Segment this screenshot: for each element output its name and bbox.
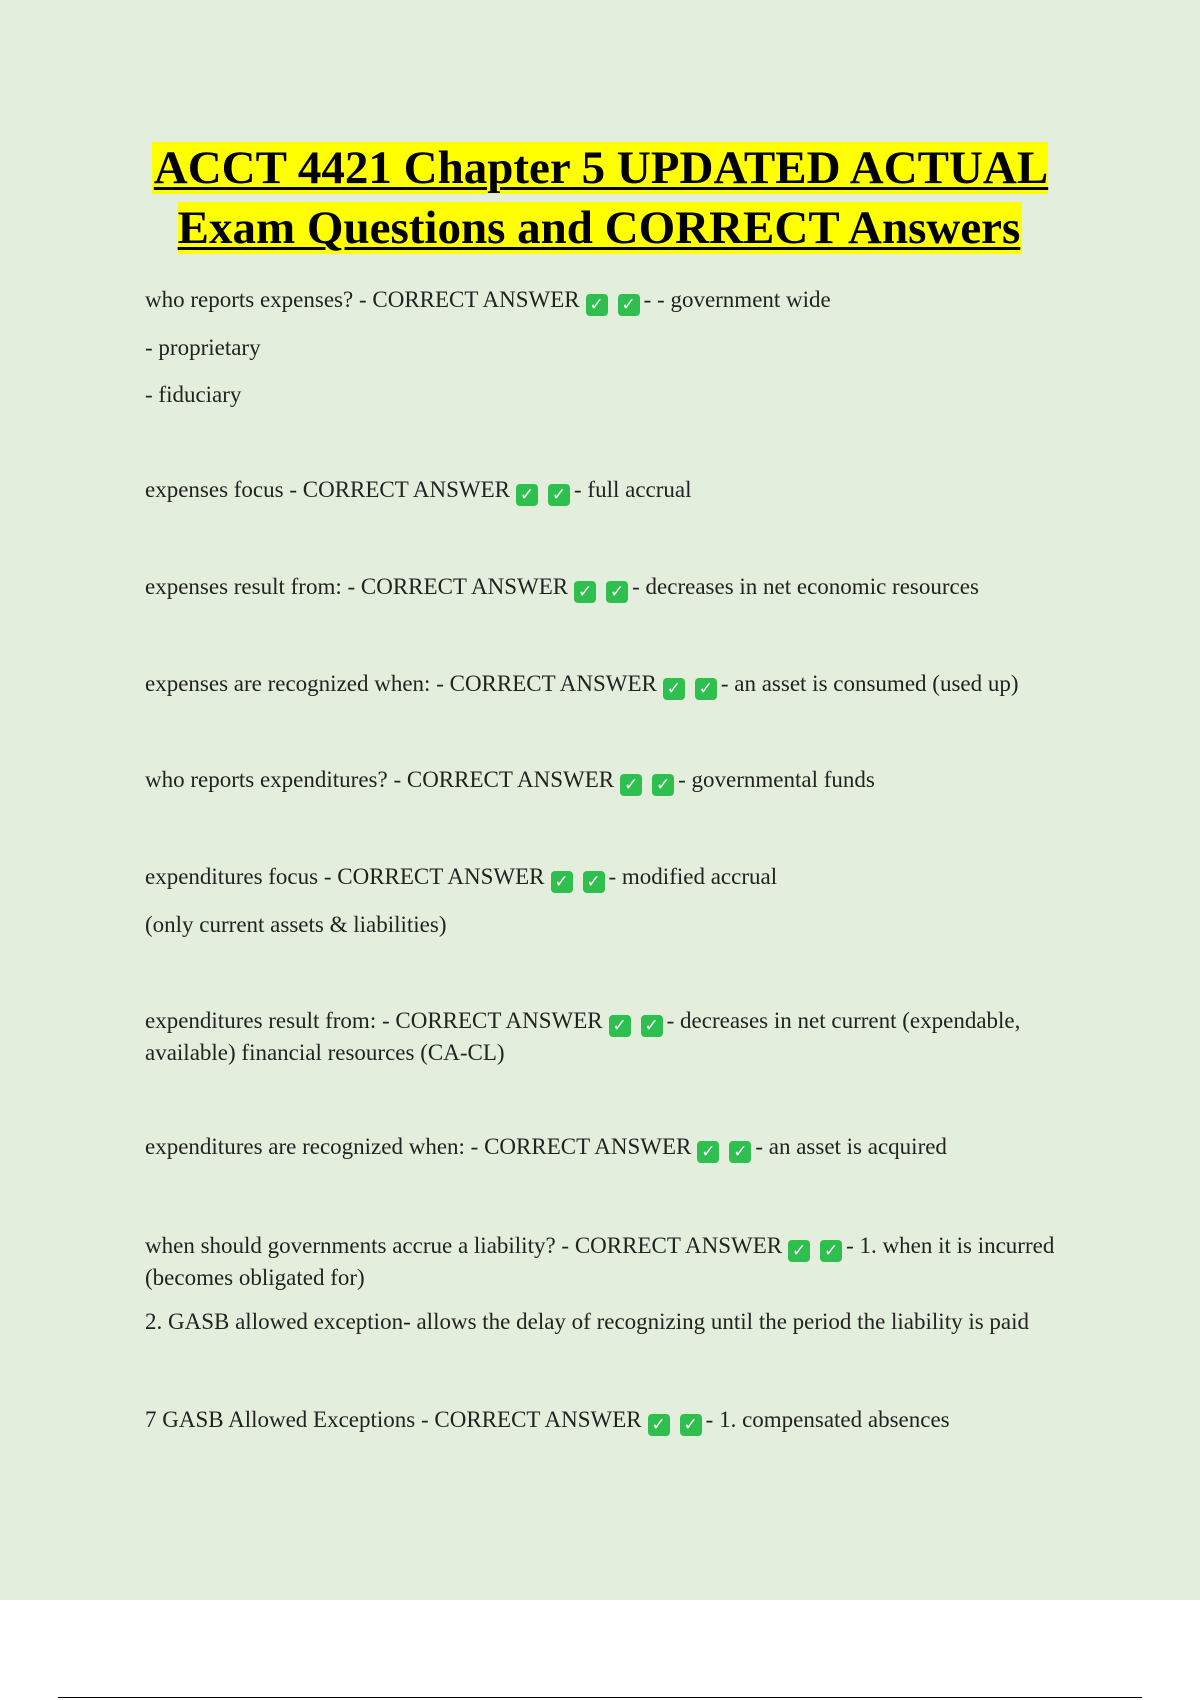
answer-text: - 1. when it is incurred (becomes obligated for) [145,1233,1055,1290]
qa-item [145,668,1080,700]
question-text: who reports expenditures? - CORRECT ANSWER [145,767,615,792]
check-box-icon: ✓ [680,1414,702,1436]
footer-divider [58,1697,1142,1698]
question-text: expenditures focus - CORRECT ANSWER [145,864,545,889]
check-box-icon: ✓ [618,294,640,316]
check-box-icon: ✓ [586,294,608,316]
check-box-icon: ✓ [695,678,717,700]
check-box-icon: ✓ [663,678,685,700]
answer-text: - 1. compensated absences [705,1407,950,1432]
qa-item [145,1404,1080,1436]
question-text: expenses focus - CORRECT ANSWER [145,477,511,502]
title-highlight: ACCT 4421 Chapter 5 UPDATED ACTUAL Exam Questions and CORRECT Answers [153,142,1049,254]
check-box-icon: ✓ [548,484,570,506]
question-text: expenses are recognized when: - CORRECT ANSWER [145,671,657,696]
check-box-icon: ✓ [551,871,573,893]
question-text: expenditures result from: - CORRECT ANSWER [145,1008,603,1033]
question-text: 7 GASB Allowed Exceptions - CORRECT ANSWER [145,1407,642,1432]
question-text: when should governments accrue a liability? - CORRECT ANSWER [145,1233,783,1258]
qa-item [145,861,1080,940]
answer-text: - decreases in net economic resources [632,574,979,599]
answer-text: - - government wide [643,287,831,312]
check-box-icon: ✓ [697,1141,719,1163]
answer-continuation: 2. GASB allowed exception- allows the delay of recognizing until the period the liability is paid [145,1309,1030,1334]
qa-item [145,1230,1080,1337]
answer-text: - modified accrual [608,864,778,889]
check-box-icon: ✓ [729,1141,751,1163]
check-box-icon: ✓ [820,1240,842,1262]
check-box-icon: ✓ [648,1414,670,1436]
answer-continuation: (only current assets & liabilities) [145,912,447,937]
answer-text: - decreases in net current (expendable, available) financial resources (CA-CL) [145,1008,1021,1065]
check-box-icon: ✓ [609,1015,631,1037]
check-box-icon: ✓ [606,581,628,603]
qa-item [145,764,1080,796]
document-title [100,138,1100,258]
check-box-icon: ✓ [788,1240,810,1262]
answer-text: - governmental funds [678,767,875,792]
answer-text: - an asset is consumed (used up) [720,671,1019,696]
answer-continuation: - proprietary [145,335,261,360]
question-text: expenses result from: - CORRECT ANSWER [145,574,569,599]
qa-item [145,284,1080,410]
qa-item [145,1005,1080,1068]
question-text: expenditures are recognized when: - CORRECT ANSWER [145,1134,692,1159]
check-box-icon: ✓ [574,581,596,603]
check-box-icon: ✓ [516,484,538,506]
answer-continuation: - fiduciary [145,382,242,407]
check-box-icon: ✓ [652,774,674,796]
check-box-icon: ✓ [641,1015,663,1037]
check-box-icon: ✓ [620,774,642,796]
qa-item [145,474,1080,506]
check-box-icon: ✓ [583,871,605,893]
question-text: who reports expenses? - CORRECT ANSWER [145,287,580,312]
qa-item [145,1131,1080,1163]
answer-text: - full accrual [574,477,692,502]
qa-item [145,571,1080,603]
answer-text: - an asset is acquired [755,1134,947,1159]
